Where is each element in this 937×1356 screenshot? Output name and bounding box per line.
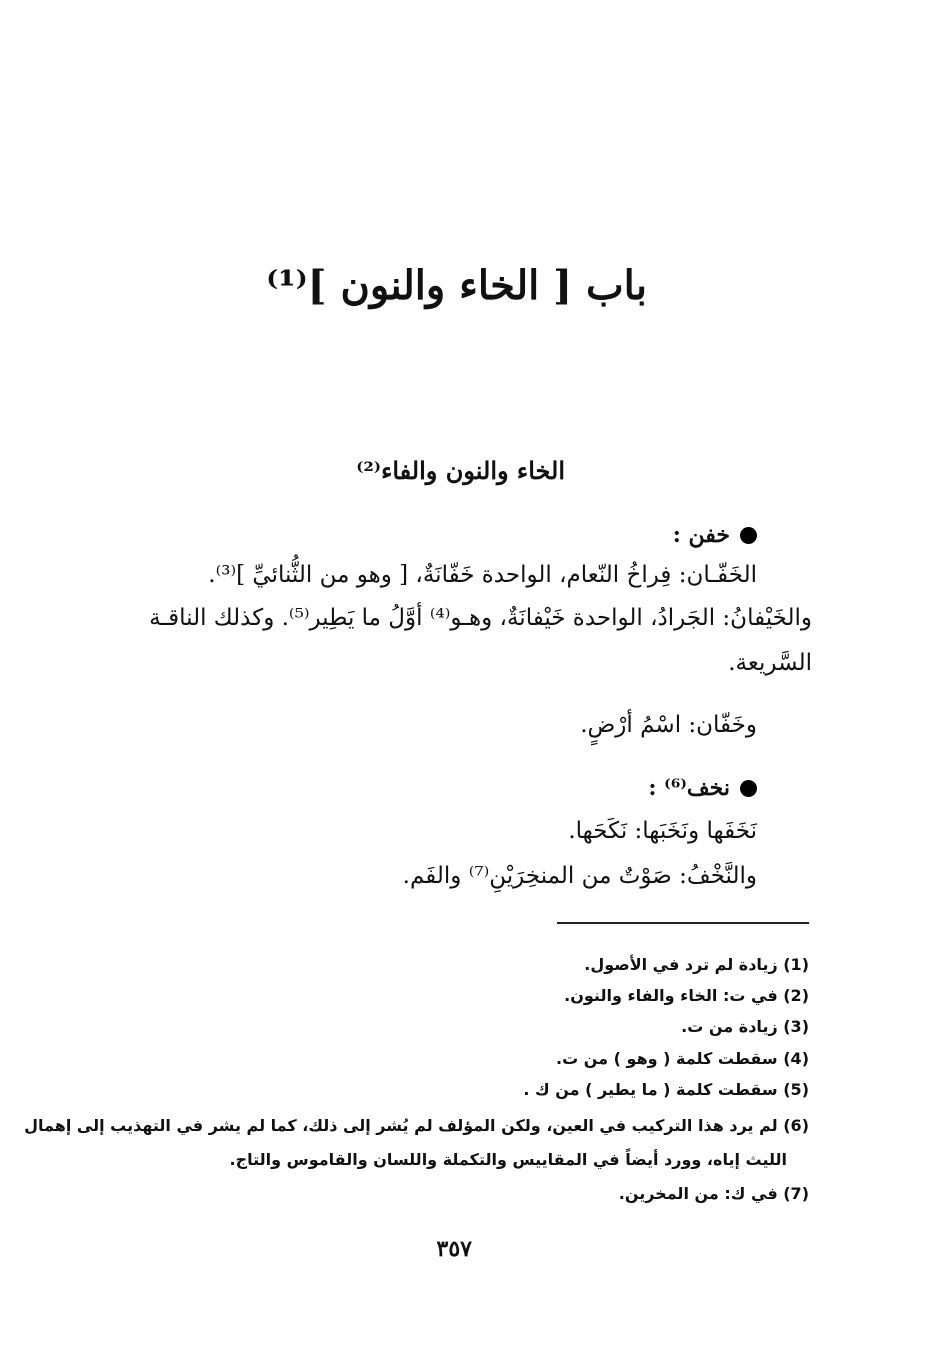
footnote: (5) سقطت كلمة ( ما يطير ) من ك . <box>523 1080 809 1099</box>
entry-line: الخَفّـان: فِراخُ النّعام، الواحدة خَفّانَةٌ، [ وهو من الثُّنائيِّ ]⁽³⁾. <box>208 562 757 588</box>
footnote: (6) لم يرد هذا التركيب في العين، ولكن المؤلف لم يُشر إلى ذلك، كما لم يشر في التهذيب إلى إهمال <box>24 1116 809 1135</box>
footnote: (2) في ت: الخاء والفاء والنون. <box>564 986 809 1005</box>
footnote-divider <box>557 922 809 924</box>
entry-heading-label: نخف⁽⁶⁾ : <box>648 775 730 801</box>
footnote: (4) سقطت كلمة ( وهو ) من ت. <box>556 1049 809 1068</box>
chapter-title: باب [ الخاء والنون ]⁽¹⁾ <box>266 262 647 309</box>
footnote: (7) في ك: من المخرين. <box>618 1184 809 1203</box>
entry-line: السَّريعة. <box>728 650 812 676</box>
footnote-continuation: الليث إياه، وورد أيضاً في المقاييس والتكملة واللسان والقاموس والتاج. <box>229 1150 787 1169</box>
page-number: ٣٥٧ <box>436 1236 472 1262</box>
entry-line: وخَفّان: اسْمُ أرْضٍ. <box>580 712 757 738</box>
entry-heading-nakhaf <box>648 775 757 801</box>
entry-line: والخَيْفانُ: الجَرادُ، الواحدة خَيْفانَةٌ، وهـو⁽⁴⁾ أوَّلُ ما يَطِير⁽⁵⁾. وكذلك الناقـة <box>149 605 812 631</box>
section-title: الخاء والنون والفاء⁽²⁾ <box>356 456 565 485</box>
entry-heading-khafan <box>673 522 757 548</box>
bullet-icon <box>740 780 757 797</box>
footnote: (1) زيادة لم ترد في الأصول. <box>584 955 809 974</box>
entry-heading-label: خفن : <box>672 522 730 548</box>
entry-line: نَخَفَها ونَخَبَها: نَكَحَها. <box>568 818 757 844</box>
bullet-icon <box>740 527 757 544</box>
entry-line: والنَّخْفُ: صَوْتٌ من المنخِرَيْنِ⁽⁷⁾ والفَم. <box>402 863 757 889</box>
footnote: (3) زيادة من ت. <box>681 1017 809 1036</box>
